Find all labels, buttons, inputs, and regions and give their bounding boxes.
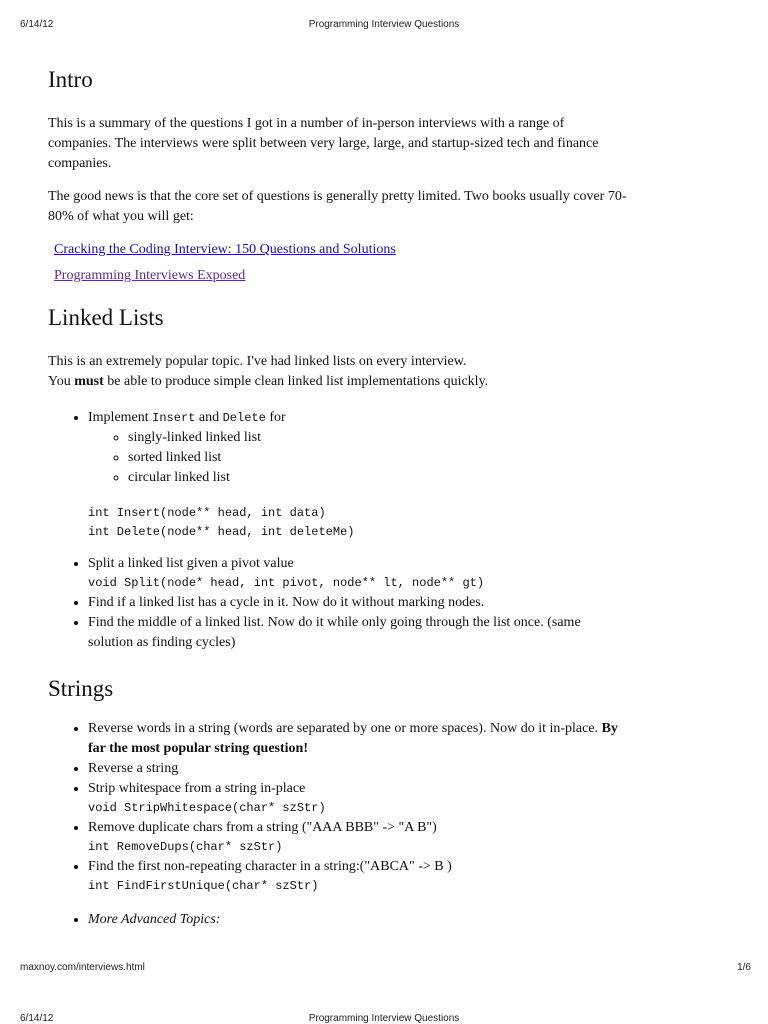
strings-list — [48, 719, 628, 930]
print-title: Programming Interview Questions — [308, 19, 460, 30]
linked-lists-intro-line-2: You must be able to produce simple clean linked list implementations quickly. — [48, 374, 489, 389]
list-item: ◦ sorted linked list — [128, 448, 628, 468]
strings-heading: Strings — [48, 676, 114, 701]
list-item: ◦ circular linked list — [128, 468, 628, 488]
linked-lists-intro-line-1: This is an extremely popular topic. I've had linked lists on every interview. — [48, 354, 467, 369]
list-item: • Implement Insert and Delete for ◦ singly-linked linked list ◦ sorted linked list ◦ circular linked list int Insert(node** head, int data) int Delete(node** head, int deleteMe) — [88, 408, 628, 554]
must-emphasis: must — [74, 374, 104, 389]
print-date: 6/14/12 — [20, 1013, 54, 1024]
list-item: • Find if a linked list has a cycle in it. Now do it without marking nodes. — [88, 593, 628, 613]
code-line: int Insert(node** head, int data) — [88, 506, 326, 520]
print-date: 6/14/12 — [20, 19, 54, 30]
list-item: • Find the middle of a linked list. Now do it while only going through the list once. (same solution as finding cycles) — [88, 613, 628, 653]
popular-note: By far the most popular string question! — [88, 721, 618, 756]
book-link-programming-interviews-exposed[interactable]: Programming Interviews Exposed — [54, 268, 246, 283]
linked-lists-list — [48, 408, 628, 653]
list-item: • Reverse a string — [88, 759, 628, 779]
book-links — [48, 240, 628, 286]
code-line: int Delete(node** head, int deleteMe) — [88, 525, 355, 539]
list-item: ◦ singly-linked linked list — [128, 428, 628, 448]
print-title: Programming Interview Questions — [308, 1013, 460, 1024]
list-item: • Split a linked list given a pivot value void Split(node* head, int pivot, node** lt, node** gt) — [88, 554, 628, 593]
code-line: int RemoveDups(char* szStr) — [88, 840, 283, 854]
intro-heading: Intro — [48, 67, 93, 92]
code-line: void Split(node* head, int pivot, node** lt, node** gt) — [88, 576, 485, 590]
list-item: • Remove duplicate chars from a string ("AAA BBB" -> "A B") int RemoveDups(char* szStr) — [88, 818, 628, 857]
list-item: • Reverse words in a string (words are separated by one or more spaces). Now do it in-place. By far the most popular string question! — [88, 719, 628, 759]
article-body — [48, 64, 628, 930]
implementation-sublist — [88, 428, 628, 488]
linked-lists-heading: Linked Lists — [48, 305, 164, 330]
page-url: maxnoy.com/interviews.html — [20, 962, 145, 973]
list-item: • Find the first non-repeating character in a string:("ABCA" -> B ) int FindFirstUnique(char* szStr) — [88, 857, 628, 896]
list-item: • Strip whitespace from a string in-place void StripWhitespace(char* szStr) — [88, 779, 628, 818]
code-line: int FindFirstUnique(char* szStr) — [88, 879, 319, 893]
book-link-cracking-coding-interview[interactable]: Cracking the Coding Interview: 150 Questions and Solutions — [54, 242, 396, 257]
intro-paragraph-1: This is a summary of the questions I got in a number of in-person interviews with a range of companies. The interviews were split between very large, large, and startup-sized tech and finance companies. — [48, 116, 599, 171]
list-item — [88, 910, 628, 930]
intro-paragraph-2: The good news is that the core set of questions is generally pretty limited. Two books usually cover 70-80% of what you will get: — [48, 189, 627, 224]
advanced-topics-label: More Advanced Topics: — [88, 912, 221, 927]
code-line: void StripWhitespace(char* szStr) — [88, 801, 326, 815]
page-number: 1/6 — [737, 962, 751, 973]
